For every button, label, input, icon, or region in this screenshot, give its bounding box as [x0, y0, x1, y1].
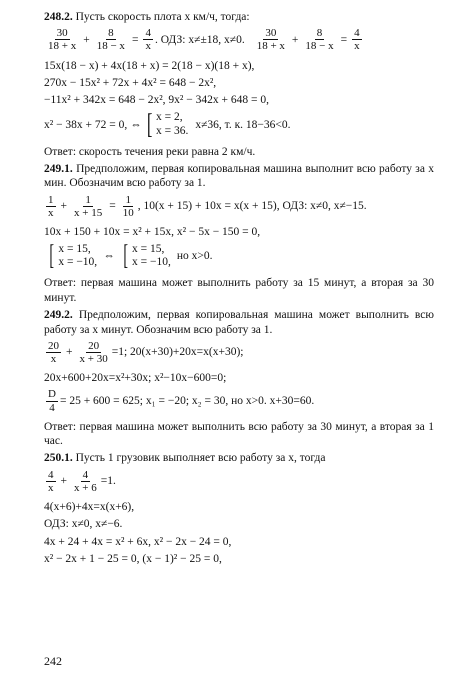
bracket-symbol: [ — [123, 240, 128, 272]
brace-symbol: [ — [146, 108, 153, 140]
equation-249-1: $\frac{1}{x}$ + $\frac{1}{x + 15}$ = $\frac{1}{10}$ , 10(x + 15) + 10x = x(x + 15), ОДЗ: x≠0, x≠−15. — [48, 193, 367, 219]
bracket-symbol: [ — [49, 240, 54, 272]
equation-250-1: $\frac{4}{x}$ + $\frac{4}{x + 6}$ =1. — [48, 468, 116, 494]
math-line: 4x + 24 + 4x = x² + 6x, x² − 2x − 24 = 0, — [44, 535, 232, 548]
math-line: 20x+600+20x=x²+30x; x²−10x−600=0; — [44, 372, 227, 385]
math-line: x² − 2x + 1 − 25 = 0, (x − 1)² − 25 = 0, — [44, 553, 222, 566]
math-line: 4(x+6)+4x=x(x+6), — [44, 500, 135, 513]
math-line-system: [ x = 15, x = −10, ⇔ [ x = 15, x = −10, но x>0. — [49, 240, 213, 272]
math-line: 270x − 15x² + 72x + 4x² = 648 − 2x², — [44, 76, 217, 89]
equation-248-2: $\frac{30}{18 + x}$ + $\frac{8}{18 - x}$ = $\frac{4}{x}$ . ОДЗ: x≠±18, x≠0. $\frac{30}{18 + x}$ + $\frac{8}{18 - x}$ = $\frac{4}{x}$ — [48, 27, 360, 53]
math-line: 10x + 150 + 10x = x² + 15x, x² − 5x − 150 = 0, — [44, 226, 261, 238]
answer-248-2: Ответ: скорость течения реки равна 2 км/ч. — [44, 145, 256, 158]
math-line: 15x(18 − x) + 4x(18 + x) = 2(18 − x)(18 + x), — [44, 59, 255, 72]
answer-249-2: Ответ: первая машина может выполнить всю работу за 30 минут, а вторая за 1 час. — [44, 420, 434, 447]
page-number: 242 — [44, 654, 62, 668]
equation-249-2: $\frac{20}{x}$ + $\frac{20}{x + 30}$ =1; 20(x+30)+20x=x(x+30); — [48, 339, 244, 365]
answer-249-1: Ответ: первая машина может выполнить работу за 15 минут, а вторая за 30 минут. — [44, 277, 434, 304]
problem-250-1-intro: 250.1. Пусть 1 грузовик выполняет всю работу за x, тогда — [44, 452, 326, 465]
math-line-system: x² − 38x + 72 = 0, ⇔ [ x = 2, x = 36. x≠36, т. к. 18−36<0. — [44, 108, 291, 140]
problem-249-2-intro: 249.2. Предположим, первая копировальная машина может выполнить всю работу за x минут. Обозначим всю работу за 1. — [44, 309, 434, 336]
math-line: −11x² + 342x = 648 − 2x², 9x² − 342x + 648 = 0, — [44, 94, 269, 107]
problem-248-2-intro: 248.2. Пусть скорость плота x км/ч, тогда: — [44, 11, 250, 23]
math-line-discriminant: $\frac{D}{4}$ = 25 + 600 = 625; x₁ = −20; x₂ = 30, но x>0. x+30=60. — [48, 388, 315, 414]
math-line: ОДЗ: x≠0, x≠−6. — [44, 518, 123, 531]
problem-249-1-intro: 249.1. Предположим, первая копировальная машина выполнит всю работу за x мин. Обозначим всю работу за 1. — [44, 163, 435, 190]
